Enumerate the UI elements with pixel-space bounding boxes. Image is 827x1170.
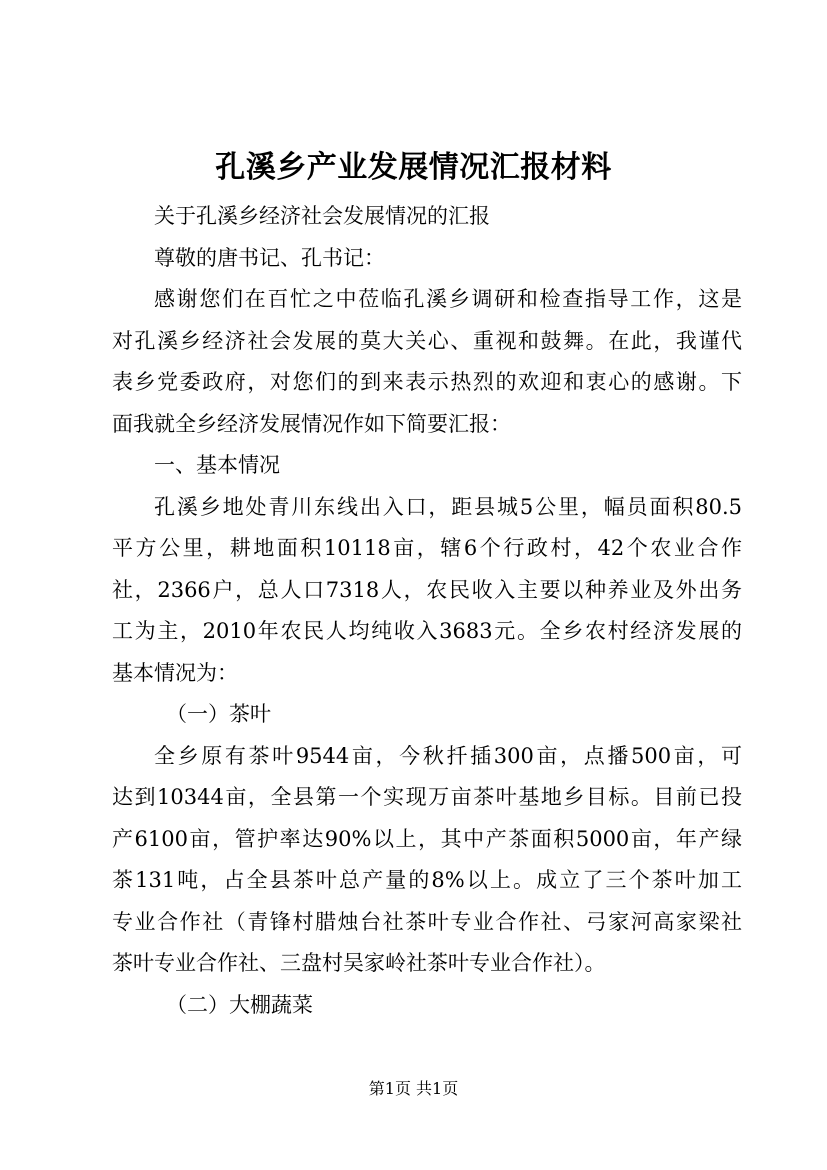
paragraph-line: 产6100亩，管护率达90%以上，其中产茶面积5000亩，年产绿 [112,826,742,851]
paragraph-line: 专业合作社（青锋村腊烛台社茶叶专业合作社、弓家河高家梁社 [112,909,742,934]
paragraph-line: 全乡原有茶叶9544亩，今秋扦插300亩，点播500亩，可 [154,743,742,768]
paragraph-line: 表乡党委政府，对您们的到来表示热烈的欢迎和衷心的感谢。下 [112,370,742,394]
paragraph-line: 孔溪乡地处青川东线出入口，距县城5公里，幅员面积80.5 [154,494,742,519]
salutation: 尊敬的唐书记、孔书记： [154,245,385,270]
paragraph-line: 茶叶专业合作社、三盘村吴家岭社茶叶专业合作社）。 [112,951,606,975]
paragraph-line: 基本情况为： [112,660,238,685]
paragraph-line: 感谢您们在百忙之中莅临孔溪乡调研和检查指导工作，这是 [154,287,742,311]
paragraph-line: 平方公里，耕地面积10118亩，辖6个行政村，42个农业合作 [112,536,742,560]
paragraph-line: 对孔溪乡经济社会发展的莫大关心、重视和鼓舞。在此，我谨代 [112,328,742,353]
document-title: 孔溪乡产业发展情况汇报材料 [215,150,612,185]
paragraph-line: 社，2366户，总人口7318人，农民收入主要以种养业及外出务 [112,577,742,602]
page-number-footer: 第1页 共1页 [368,1079,459,1098]
document-body [112,196,742,1026]
subsection-heading: （二）大棚蔬菜 [166,992,313,1017]
paragraph-line: 达到10344亩，全县第一个实现万亩茶叶基地乡目标。目前已投 [112,785,742,809]
report-subtitle: 关于孔溪乡经济社会发展情况的汇报 [154,204,490,228]
paragraph-line: 面我就全乡经济发展情况作如下简要汇报： [112,411,511,436]
paragraph-line: 茶131吨，占全县茶叶总产量的8%以上。成立了三个茶叶加工 [112,868,742,892]
subsection-heading: （一）茶叶 [166,702,271,726]
paragraph-line: 工为主，2010年农民人均纯收入3683元。全乡农村经济发展的 [112,619,742,643]
section-heading: 一、基本情况 [154,453,280,477]
